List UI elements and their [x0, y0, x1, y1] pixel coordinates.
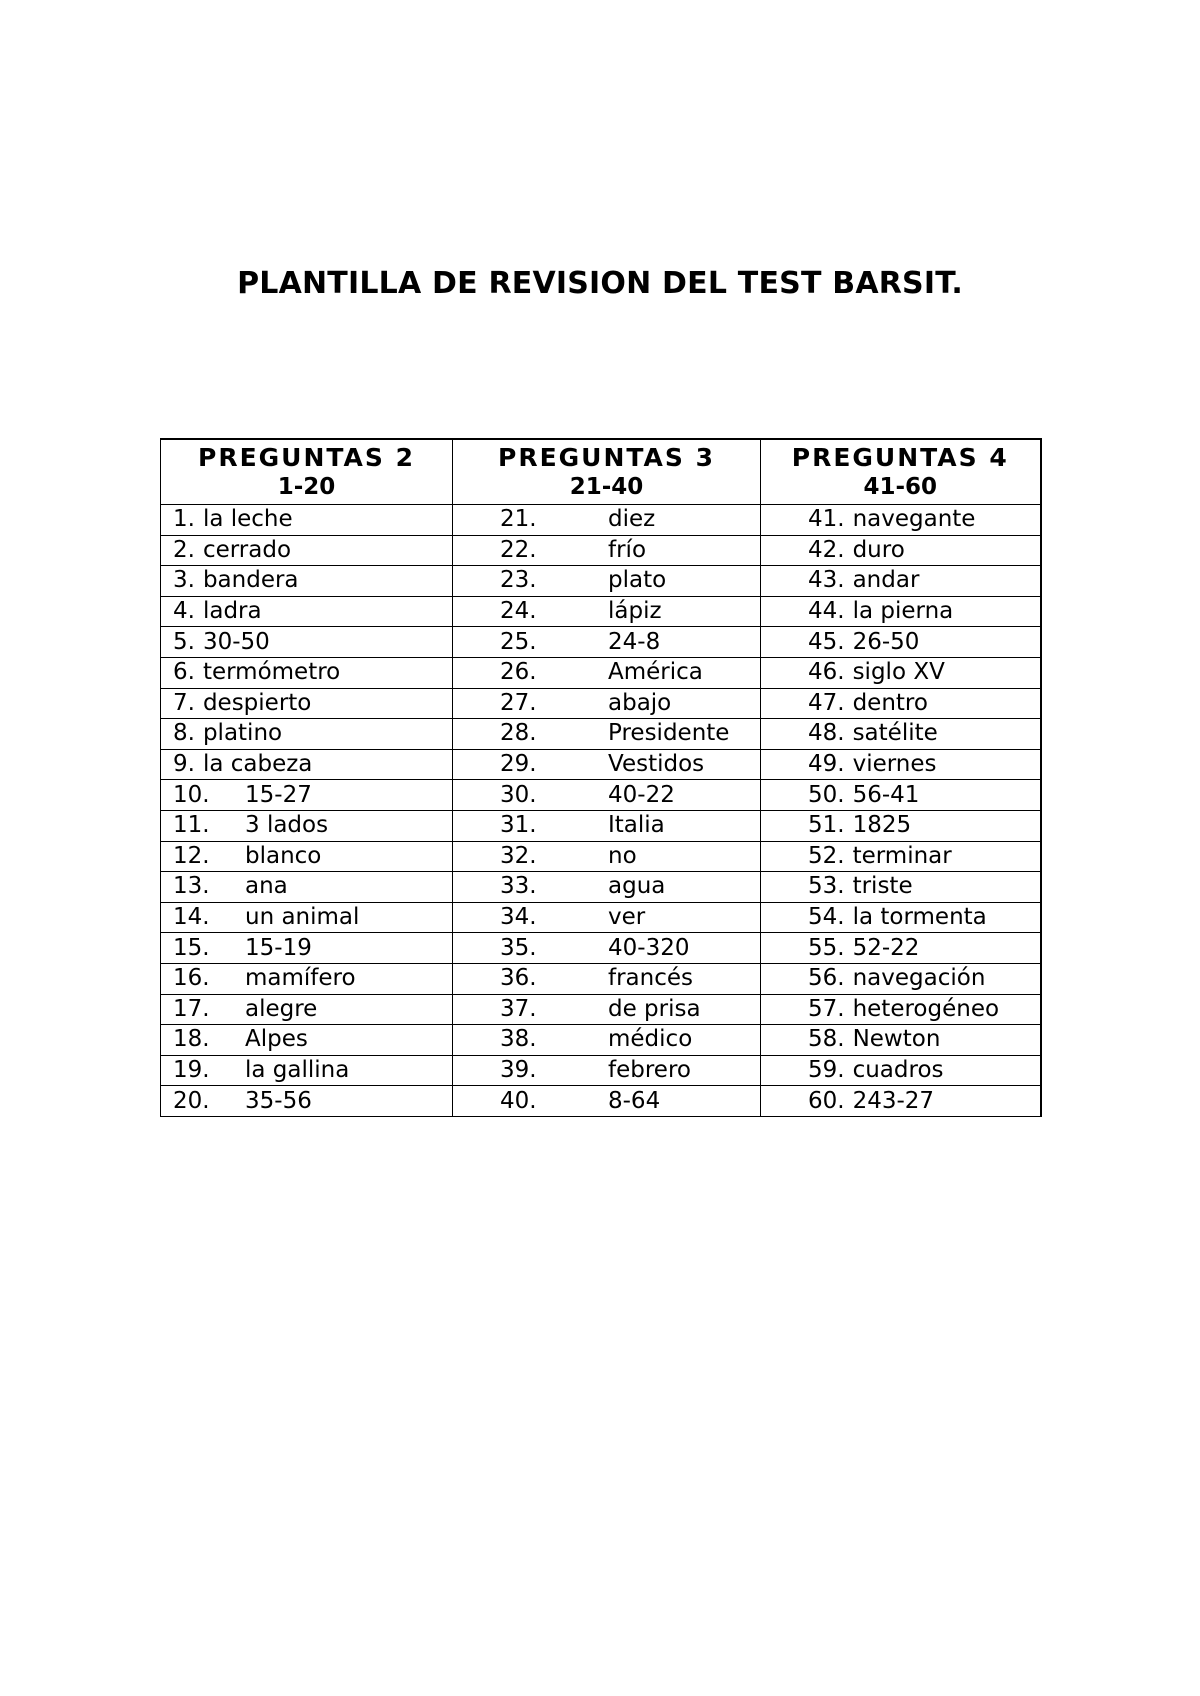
- answer-text: 30-50: [202, 628, 270, 655]
- question-number: 51.: [808, 812, 845, 839]
- question-number: 2.: [173, 536, 195, 563]
- answer-text: 8-64: [608, 1087, 661, 1114]
- table-row: [161, 780, 1041, 811]
- question-number: 8.: [173, 720, 195, 747]
- question-number: 26.: [500, 659, 537, 686]
- answer-cell: [161, 1086, 453, 1117]
- answer-text: 40-22: [608, 781, 675, 808]
- question-number: 15.: [173, 934, 210, 961]
- question-number: 31.: [500, 812, 537, 839]
- answer-cell: [761, 1055, 1041, 1086]
- answer-text: la pierna: [852, 598, 954, 625]
- question-number: 14.: [173, 904, 210, 931]
- answer-cell: [761, 1025, 1041, 1056]
- question-number: 46.: [808, 659, 845, 686]
- question-number: 10.: [173, 781, 210, 808]
- question-number: 56.: [808, 965, 845, 992]
- table-row: [161, 688, 1041, 719]
- answer-text: blanco: [245, 842, 322, 869]
- answer-cell: [453, 566, 761, 597]
- question-number: 37.: [500, 995, 537, 1022]
- question-number: 47.: [808, 689, 845, 716]
- question-number: 54.: [808, 904, 845, 931]
- question-number: 52.: [808, 842, 845, 869]
- answer-text: 24-8: [608, 628, 661, 655]
- answer-cell: [761, 566, 1041, 597]
- answer-text: 15-27: [245, 781, 312, 808]
- answer-cell: [453, 688, 761, 719]
- answer-text: navegación: [852, 965, 986, 992]
- question-number: 44.: [808, 598, 845, 625]
- answer-text: de prisa: [608, 995, 701, 1022]
- question-number: 11.: [173, 812, 210, 839]
- answer-cell: [161, 994, 453, 1025]
- answer-cell: [453, 719, 761, 750]
- answer-cell: [161, 535, 453, 566]
- answer-cell: [761, 749, 1041, 780]
- answer-text: navegante: [852, 506, 976, 533]
- answer-text: la leche: [202, 506, 293, 533]
- question-number: 41.: [808, 506, 845, 533]
- answer-text: terminar: [852, 842, 952, 869]
- table-row: [161, 535, 1041, 566]
- answer-text: dentro: [852, 689, 928, 716]
- answer-cell: [161, 810, 453, 841]
- answer-text: Italia: [608, 812, 665, 839]
- answer-text: cuadros: [852, 1056, 944, 1083]
- answer-text: la cabeza: [202, 751, 313, 778]
- answer-cell: [453, 994, 761, 1025]
- table-row: [161, 627, 1041, 658]
- question-number: 32.: [500, 842, 537, 869]
- answer-text: platino: [202, 720, 283, 747]
- answer-cell: [761, 872, 1041, 903]
- question-number: 29.: [500, 751, 537, 778]
- answer-cell: [161, 688, 453, 719]
- answer-cell: [453, 596, 761, 627]
- answer-cell: [761, 627, 1041, 658]
- answer-text: siglo XV: [852, 659, 945, 686]
- column-header-preguntas-3: [453, 439, 761, 505]
- answer-cell: [453, 963, 761, 994]
- page-title: PLANTILLA DE REVISION DEL TEST BARSIT.: [237, 266, 963, 301]
- question-number: 9.: [173, 751, 195, 778]
- question-number: 33.: [500, 873, 537, 900]
- answer-text: cerrado: [202, 536, 292, 563]
- answer-text: termómetro: [202, 659, 341, 686]
- question-number: 42.: [808, 536, 845, 563]
- table-row: [161, 1025, 1041, 1056]
- answer-text: Alpes: [245, 1026, 308, 1053]
- answer-text: Presidente: [608, 720, 730, 747]
- question-number: 13.: [173, 873, 210, 900]
- answer-text: diez: [608, 506, 656, 533]
- question-number: 5.: [173, 628, 195, 655]
- question-number: 59.: [808, 1056, 845, 1083]
- question-number: 19.: [173, 1056, 210, 1083]
- answer-key-table: [160, 438, 1042, 1117]
- answer-text: América: [608, 659, 703, 686]
- question-number: 25.: [500, 628, 537, 655]
- answer-text: Newton: [852, 1026, 941, 1053]
- answer-text: la gallina: [245, 1056, 350, 1083]
- question-number: 55.: [808, 934, 845, 961]
- table-row: [161, 841, 1041, 872]
- answer-text: ver: [608, 904, 646, 931]
- column-header-title: PREGUNTAS 3: [498, 443, 715, 472]
- answer-cell: [761, 505, 1041, 536]
- question-number: 49.: [808, 751, 845, 778]
- answer-cell: [161, 505, 453, 536]
- answer-cell: [453, 505, 761, 536]
- answer-cell: [161, 780, 453, 811]
- answer-cell: [161, 1025, 453, 1056]
- question-number: 7.: [173, 689, 195, 716]
- question-number: 12.: [173, 842, 210, 869]
- answer-cell: [453, 933, 761, 964]
- answer-cell: [161, 933, 453, 964]
- answer-text: lápiz: [608, 598, 662, 625]
- question-number: 38.: [500, 1026, 537, 1053]
- answer-cell: [761, 1086, 1041, 1117]
- answer-text: 52-22: [852, 934, 920, 961]
- answer-text: la tormenta: [852, 904, 987, 931]
- answer-cell: [453, 1025, 761, 1056]
- answer-text: despierto: [202, 689, 312, 716]
- table-row: [161, 872, 1041, 903]
- answer-cell: [453, 657, 761, 688]
- table-row: [161, 566, 1041, 597]
- answer-cell: [161, 963, 453, 994]
- question-number: 21.: [500, 506, 537, 533]
- answer-cell: [761, 688, 1041, 719]
- column-header-range: 21-40: [569, 474, 644, 500]
- table-body: [161, 505, 1041, 1117]
- answer-text: agua: [608, 873, 666, 900]
- question-number: 1.: [173, 506, 195, 533]
- answer-cell: [453, 627, 761, 658]
- answer-text: 56-41: [852, 781, 920, 808]
- answer-cell: [761, 841, 1041, 872]
- answer-text: frío: [608, 536, 647, 563]
- answer-text: 35-56: [245, 1087, 312, 1114]
- answer-text: 1825: [852, 812, 912, 839]
- answer-text: triste: [852, 873, 913, 900]
- table-header-row: [161, 439, 1041, 505]
- answer-cell: [761, 657, 1041, 688]
- question-number: 36.: [500, 965, 537, 992]
- answer-cell: [453, 902, 761, 933]
- answer-cell: [161, 872, 453, 903]
- answer-cell: [453, 872, 761, 903]
- answer-cell: [453, 749, 761, 780]
- answer-cell: [453, 535, 761, 566]
- table-row: [161, 1055, 1041, 1086]
- answer-cell: [761, 535, 1041, 566]
- question-number: 50.: [808, 781, 845, 808]
- answer-text: febrero: [608, 1056, 691, 1083]
- answer-text: 40-320: [608, 934, 690, 961]
- question-number: 58.: [808, 1026, 845, 1053]
- answer-cell: [453, 810, 761, 841]
- answer-cell: [453, 1055, 761, 1086]
- answer-text: Vestidos: [608, 751, 705, 778]
- answer-cell: [761, 719, 1041, 750]
- answer-text: andar: [852, 567, 920, 594]
- answer-text: satélite: [852, 720, 938, 747]
- table-row: [161, 596, 1041, 627]
- answer-cell: [161, 627, 453, 658]
- answer-text: mamífero: [245, 965, 356, 992]
- answer-cell: [761, 994, 1041, 1025]
- answer-cell: [161, 749, 453, 780]
- question-number: 16.: [173, 965, 210, 992]
- question-number: 60.: [808, 1087, 845, 1114]
- answer-text: bandera: [202, 567, 299, 594]
- answer-cell: [453, 780, 761, 811]
- answer-cell: [761, 810, 1041, 841]
- column-header-title: PREGUNTAS 2: [198, 443, 415, 472]
- answer-cell: [761, 963, 1041, 994]
- column-header-title: PREGUNTAS 4: [791, 443, 1009, 472]
- question-number: 24.: [500, 598, 537, 625]
- question-number: 34.: [500, 904, 537, 931]
- table-row: [161, 810, 1041, 841]
- answer-cell: [161, 566, 453, 597]
- question-number: 30.: [500, 781, 537, 808]
- answer-cell: [161, 719, 453, 750]
- question-number: 17.: [173, 995, 210, 1022]
- table-row: [161, 749, 1041, 780]
- answer-text: plato: [608, 567, 667, 594]
- answer-cell: [761, 596, 1041, 627]
- answer-text: 26-50: [852, 628, 920, 655]
- question-number: 18.: [173, 1026, 210, 1053]
- answer-cell: [761, 902, 1041, 933]
- answer-cell: [161, 841, 453, 872]
- answer-cell: [161, 657, 453, 688]
- answer-cell: [761, 780, 1041, 811]
- answer-cell: [161, 902, 453, 933]
- question-number: 45.: [808, 628, 845, 655]
- question-number: 3.: [173, 567, 195, 594]
- answer-cell: [161, 1055, 453, 1086]
- answer-text: duro: [852, 536, 905, 563]
- question-number: 35.: [500, 934, 537, 961]
- question-number: 39.: [500, 1056, 537, 1083]
- question-number: 43.: [808, 567, 845, 594]
- answer-text: médico: [608, 1026, 693, 1053]
- answer-text: abajo: [608, 689, 672, 716]
- answer-text: alegre: [245, 995, 318, 1022]
- answer-cell: [453, 1086, 761, 1117]
- question-number: 28.: [500, 720, 537, 747]
- answer-text: francés: [608, 965, 694, 992]
- answer-text: 243-27: [852, 1087, 935, 1114]
- answer-cell: [161, 596, 453, 627]
- answer-cell: [453, 841, 761, 872]
- answer-text: 15-19: [245, 934, 312, 961]
- question-number: 53.: [808, 873, 845, 900]
- answer-text: 3 lados: [245, 812, 329, 839]
- column-header-preguntas-2: [161, 439, 453, 505]
- answer-text: no: [608, 842, 637, 869]
- column-header-range: 1-20: [277, 474, 336, 500]
- answer-text: heterogéneo: [852, 995, 1000, 1022]
- question-number: 22.: [500, 536, 537, 563]
- answer-cell: [761, 933, 1041, 964]
- question-number: 40.: [500, 1087, 537, 1114]
- answer-text: viernes: [852, 751, 937, 778]
- table-row: [161, 933, 1041, 964]
- column-header-range: 41-60: [863, 474, 938, 500]
- table-row: [161, 657, 1041, 688]
- answer-text: ladra: [202, 598, 262, 625]
- question-number: 48.: [808, 720, 845, 747]
- answer-text: un animal: [245, 904, 360, 931]
- table-row: [161, 719, 1041, 750]
- answer-text: ana: [245, 873, 288, 900]
- table-row: [161, 902, 1041, 933]
- question-number: 57.: [808, 995, 845, 1022]
- table-row: [161, 1086, 1041, 1117]
- table-row: [161, 963, 1041, 994]
- question-number: 20.: [173, 1087, 210, 1114]
- column-header-preguntas-4: [761, 439, 1041, 505]
- question-number: 4.: [173, 598, 195, 625]
- question-number: 23.: [500, 567, 537, 594]
- table-row: [161, 505, 1041, 536]
- table-row: [161, 994, 1041, 1025]
- question-number: 6.: [173, 659, 195, 686]
- question-number: 27.: [500, 689, 537, 716]
